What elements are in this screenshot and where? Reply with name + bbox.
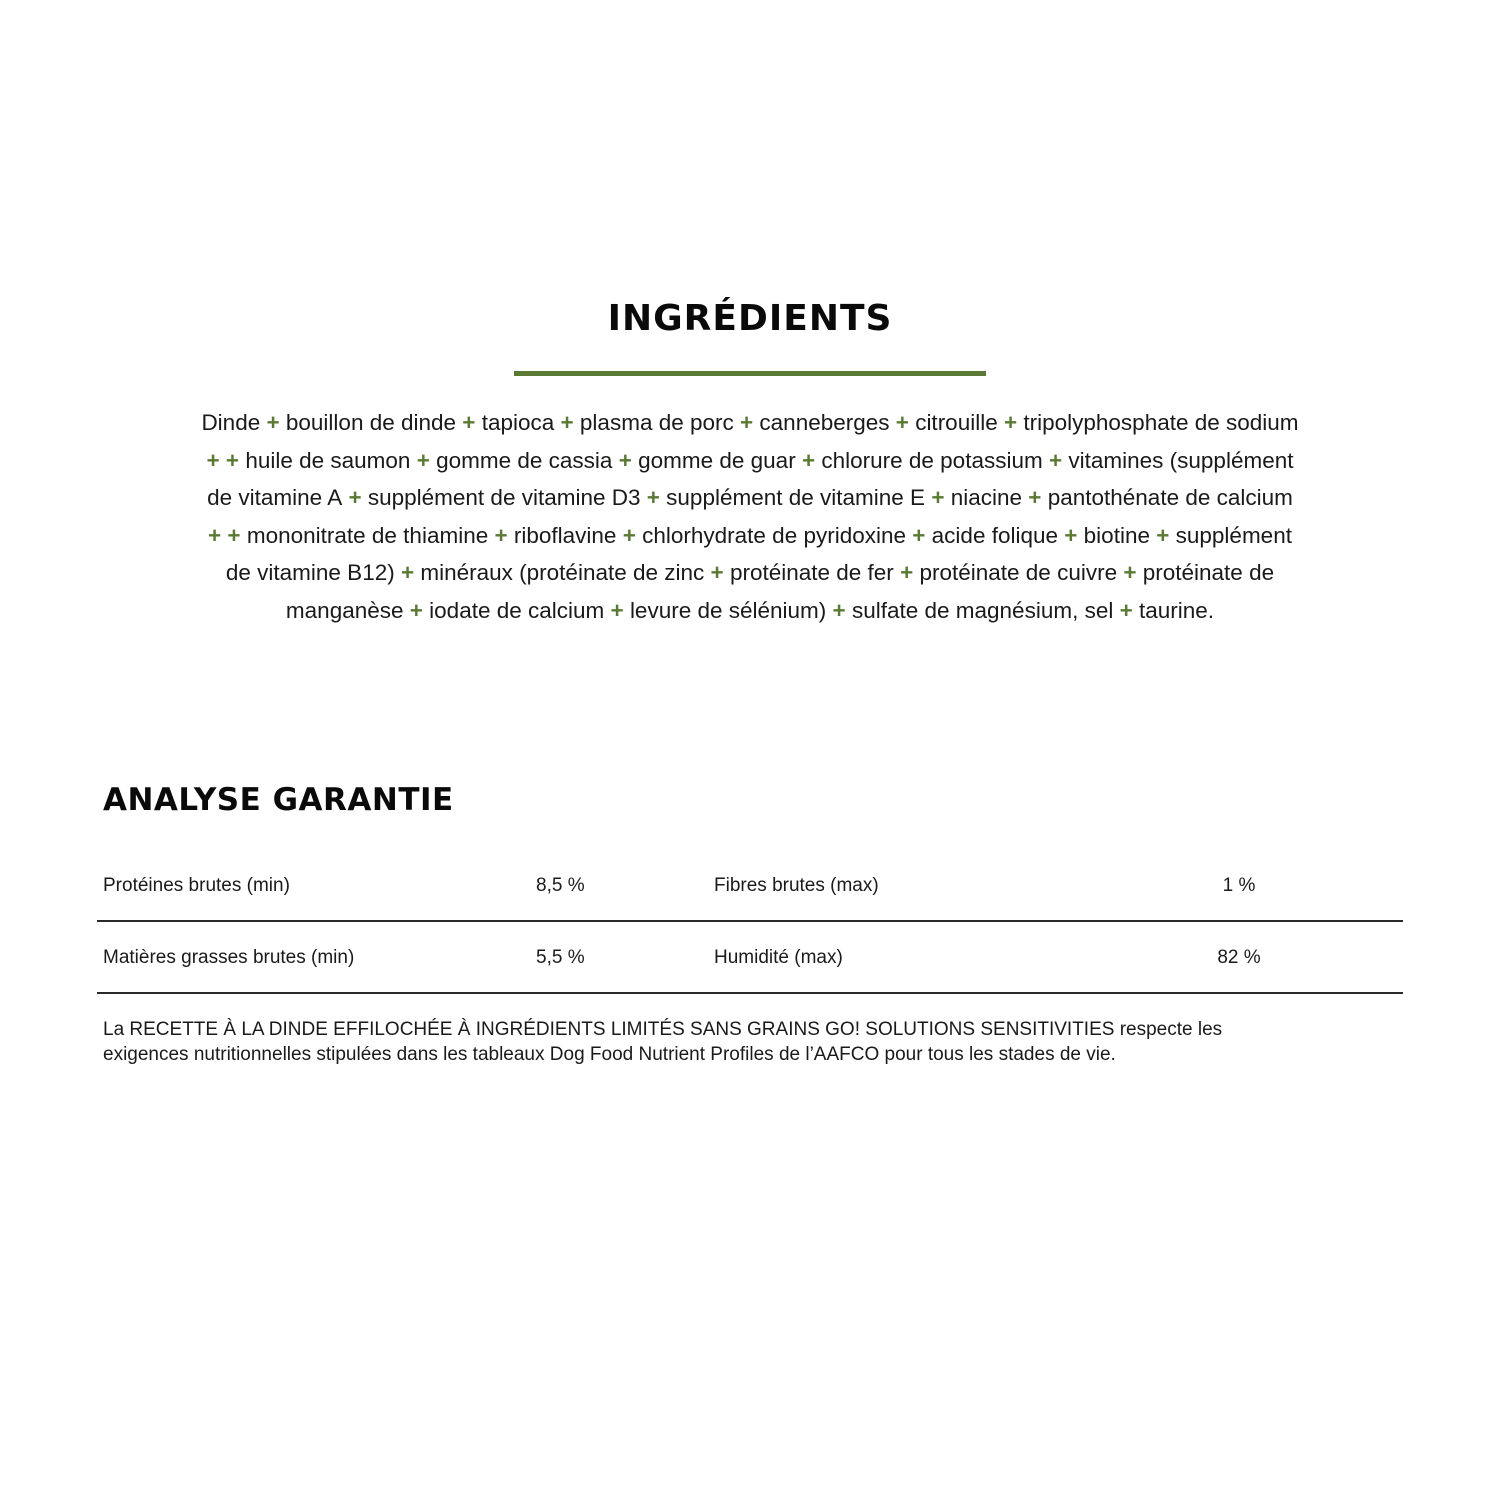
ingredients-divider [514,371,986,376]
plus-separator-icon: + [604,597,630,623]
ingredient-item: Dinde [201,410,261,435]
ingredients-line [95,517,1405,555]
plus-separator-icon: + [208,522,228,548]
ingredient-item: canneberges [759,410,890,435]
plus-separator-icon: + [733,410,760,435]
nutrient-label: Protéines brutes (min) [103,875,290,896]
ingredient-item: levure de sélénium) [629,597,827,623]
plus-separator-icon: + [410,447,437,473]
ingredient-item: pantothénate de calcium [1047,485,1293,510]
ingredient-item: protéinate de cuivre [919,560,1118,585]
plus-separator-icon: + [889,410,916,435]
guaranteed-analysis-table [97,850,1403,994]
statement-line: La RECETTE À LA DINDE EFFILOCHÉE À INGRÉDIENTS LIMITÉS SANS GRAINS GO! SOLUTIONS SENSITIVITIES respecte les [103,1019,1223,1040]
ingredient-item: chlorhydrate de pyridoxine [642,522,907,548]
ingredient-item: supplément de vitamine D3 [367,485,641,510]
ingredient-item: manganèse [285,597,404,623]
ingredients-line [95,404,1405,442]
ingredient-item: huile de saumon [245,447,411,473]
ingredient-item: niacine [950,485,1023,510]
ingredients-line [95,592,1405,630]
plus-separator-icon: + [616,522,643,548]
ingredient-item: gomme de cassia [436,447,613,473]
ingredients-list [95,404,1405,629]
ingredients-title: INGRÉDIENTS [607,298,893,339]
ingredient-item: tripolyphosphate de sodium [1023,410,1299,435]
plus-separator-icon: + [612,447,639,473]
plus-separator-icon: + [403,597,430,623]
plus-separator-icon: + [227,522,247,548]
plus-separator-icon: + [826,597,852,623]
plus-separator-icon: + [997,410,1024,435]
ingredient-item: chlorure de potassium [821,447,1043,473]
aafco-statement [103,1018,1403,1067]
ingredient-item: biotine [1083,522,1150,548]
ingredient-item: taurine. [1139,597,1215,623]
nutrient-value: 1 % [1222,875,1256,896]
ingredient-item: citrouille [915,410,998,435]
ingredient-item: protéinate de fer [729,560,894,585]
plus-separator-icon: + [925,485,951,510]
nutrient-value: 8,5 % [536,875,585,896]
ingredient-item: plasma de porc [579,410,734,435]
ingredient-item: iodate de calcium [429,597,605,623]
plus-separator-icon: + [1149,522,1176,548]
plus-separator-icon: + [893,560,920,585]
ingredient-item: gomme de guar [638,447,796,473]
ingredient-item: sulfate de magnésium, sel [851,597,1114,623]
plus-separator-icon: + [1058,522,1084,548]
ingredient-item: acide folique [931,522,1059,548]
ingredient-item: supplément [1175,522,1292,548]
ingredient-item: tapioca [481,410,555,435]
ingredients-line [95,479,1405,517]
plus-separator-icon: + [640,485,667,510]
plus-separator-icon: + [456,410,482,435]
nutrient-label: Humidité (max) [714,947,843,968]
plus-separator-icon: + [1113,597,1139,623]
plus-separator-icon: + [795,447,822,473]
ingredient-item: de vitamine B12) [225,560,395,585]
nutrient-value: 82 % [1217,947,1261,968]
plus-separator-icon: + [1042,447,1069,473]
plus-separator-icon: + [342,485,368,510]
plus-separator-icon: + [554,410,580,435]
ingredient-item: supplément de vitamine E [666,485,926,510]
ingredients-line [95,442,1405,480]
table-row [97,850,1403,922]
plus-separator-icon: + [260,410,286,435]
statement-line: exigences nutritionnelles stipulées dans les tableaux Dog Food Nutrient Profiles de l’AAFCO pour tous les stades de vie. [103,1043,1116,1065]
ingredient-item: riboflavine [513,522,617,548]
ingredient-item: vitamines (supplément [1068,447,1294,473]
plus-separator-icon: + [206,447,226,473]
plus-separator-icon: + [906,522,932,548]
ingredient-item: bouillon de dinde [285,410,457,435]
plus-separator-icon: + [394,560,421,585]
ingredient-item: de vitamine A [207,485,343,510]
ingredient-item: minéraux (protéinate de zinc [420,560,705,585]
plus-separator-icon: + [1022,485,1048,510]
nutrient-value: 5,5 % [536,947,585,968]
plus-separator-icon: + [1117,560,1143,585]
ingredient-item: protéinate de [1142,560,1275,585]
ingredient-item: mononitrate de thiamine [246,522,489,548]
guaranteed-analysis-title: ANALYSE GARANTIE [103,782,454,818]
table-row [97,922,1403,994]
ingredients-line [95,554,1405,592]
plus-separator-icon: + [488,522,514,548]
plus-separator-icon: + [225,447,246,473]
plus-separator-icon: + [704,560,730,585]
nutrient-label: Matières grasses brutes (min) [103,947,355,968]
nutrient-label: Fibres brutes (max) [714,875,879,896]
